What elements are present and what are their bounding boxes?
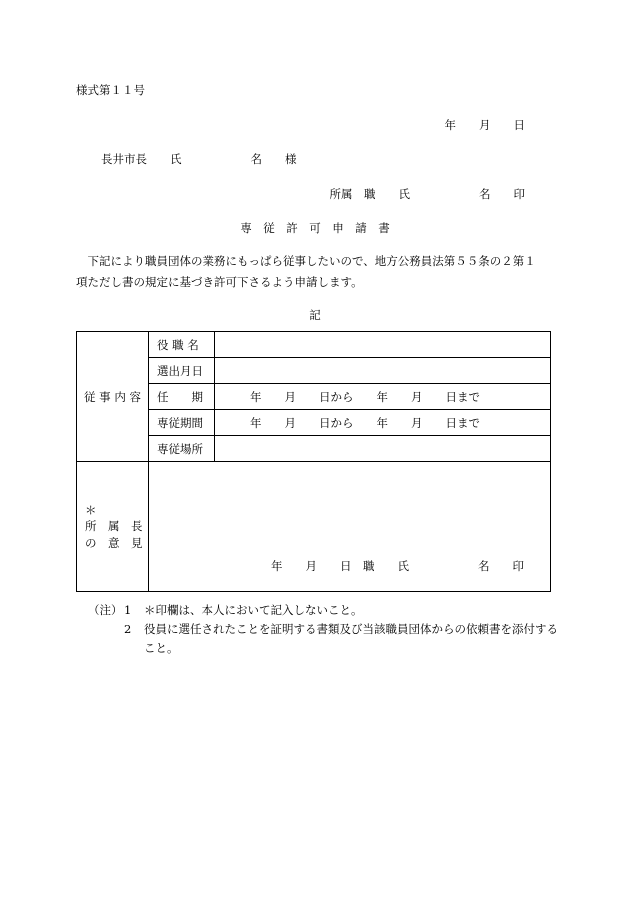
supervisor-opinion-area[interactable] (149, 462, 551, 592)
note-item (88, 601, 558, 620)
applicant-line: 所属 職 氏 名 印 (329, 187, 525, 201)
document-title: 専 従 許 可 申 請 書 (240, 221, 390, 235)
row-value-term[interactable]: 年 月 日から 年 月 日まで (215, 384, 551, 410)
row-label-election-date: 選出月日 (149, 358, 215, 384)
row-value-dedicated-period[interactable]: 年 月 日から 年 月 日まで (215, 410, 551, 436)
note-number: 1 (124, 603, 132, 617)
category-label: 従 事 内 容 (77, 332, 149, 462)
notes (88, 601, 558, 658)
row-value-dedicated-place[interactable] (215, 436, 551, 462)
supervisor-signature-line: 年 月 日 職 氏 名 印 (271, 559, 524, 573)
row-value-position[interactable] (215, 332, 551, 358)
intro-line-1: 下記により職員団体の業務にもっぱら従事したいので、地方公務員法第５５条の２第１ (76, 254, 536, 268)
note-text: ＊印欄は、本人において記入しないこと。 (144, 603, 363, 617)
note-item (88, 620, 558, 658)
row-value-election-date[interactable] (215, 358, 551, 384)
row-label-position: 役 職 名 (149, 332, 215, 358)
row-label-dedicated-period: 専従期間 (149, 410, 215, 436)
intro-line-2: 項ただし書の規定に基づき許可下さるよう申請します。 (76, 275, 363, 289)
supervisor-opinion-label: ＊ 所 属 長 の 意 見 (77, 462, 149, 592)
note-text: 役員に選任されたことを証明する書類及び当該職員団体からの依頼書を添付すること。 (144, 622, 558, 655)
date-line: 年 月 日 (444, 118, 525, 132)
row-label-term: 任 期 (149, 384, 215, 410)
application-table (76, 331, 551, 592)
notes-head: （注） (88, 603, 123, 617)
addressee: 長井市長 氏 名 様 (101, 152, 297, 166)
note-number: 2 (124, 622, 132, 636)
ki-heading: 記 (309, 308, 321, 322)
row-label-dedicated-place: 専従場所 (149, 436, 215, 462)
form-number: 様式第１１号 (76, 83, 145, 97)
